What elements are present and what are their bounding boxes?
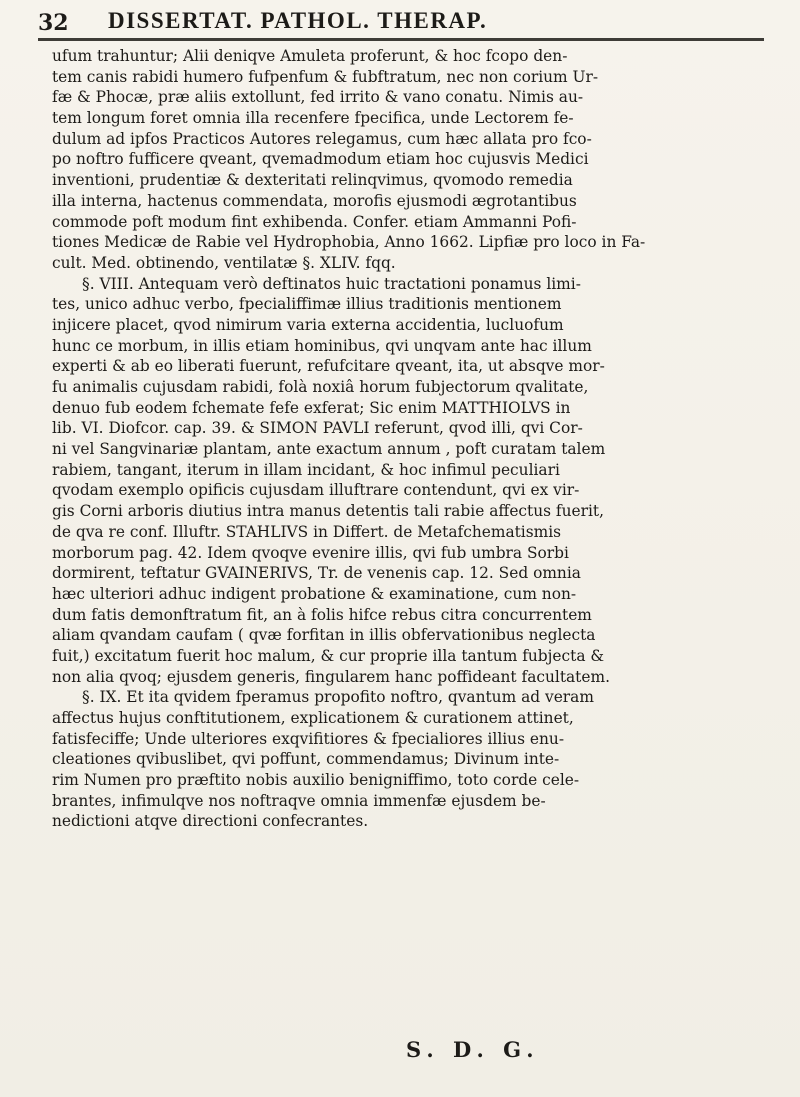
text-line: dulum ad ipfos Practicos Autores relegamus, cum hæc allata pro fco- (52, 129, 592, 148)
text-line: nedictioni atqve directioni confecrantes. (52, 812, 369, 831)
text-line: injicere placet, qvod nimirum varia externa accidentia, lucluofum (52, 315, 564, 334)
text-line: fatisfeciffe; Unde ulteriores exqvifitiores & fpecialiores illius enu- (52, 729, 565, 748)
text-line: commode poft modum fint exhibenda. Confer. etiam Ammanni Pofi- (52, 212, 577, 231)
text-line: non alia qvoq; ejusdem generis, fingularem hanc poffideant facultatem. (52, 667, 610, 686)
text-line: rim Numen pro præftito nobis auxilio benigniffimo, toto corde cele- (52, 771, 580, 790)
text-line: ni vel Sangvinariæ plantam, ante exactum annum , poft curatam talem (52, 440, 606, 459)
text-line: gis Corni arboris diutius intra manus detentis tali rabie affectus fuerit, (52, 502, 605, 521)
text-line: dormirent, teftatur GVAINERIVS, Tr. de venenis cap. 12. Sed omnia (52, 564, 581, 583)
page-number: 32 (38, 10, 69, 36)
text-line: rabiem, tangant, iterum in illam incidant, & hoc infimul peculiari (52, 460, 560, 479)
running-header (38, 6, 760, 36)
text-line: tem longum foret omnia illa recenfere fpecifica, unde Lectorem fe- (52, 109, 574, 128)
text-line: tes, unico adhuc verbo, fpecialiffimæ illius traditionis mentionem (52, 295, 562, 314)
text-line: fuit,) excitatum fuerit hoc malum, & cur proprie illa tantum fubjecta & (52, 646, 605, 665)
text-line: brantes, infimulqve nos noftraqve omnia immenfæ ejusdem be- (52, 791, 546, 810)
text-line: denuo fub eodem fchemate fefe exferat; Sic enim MATTHIOLVS in (52, 398, 571, 417)
text-line: morborum pag. 42. Idem qvoqve evenire illis, qvi fub umbra Sorbi (52, 543, 569, 562)
text-line: experti & ab eo liberati fuerunt, refufcitare qveant, ita, ut absqve mor- (52, 357, 605, 376)
text-line: illa interna, hactenus commendata, morofis ejusmodi ægrotantibus (52, 191, 577, 210)
running-title: DISSERTAT. PATHOL. THERAP. (108, 8, 488, 33)
text-line: §. VIII. Antequam verò deftinatos huic tractationi ponamus limi- (82, 274, 581, 293)
text-line: affectus hujus conftitutionem, explicationem & curationem attinet, (52, 709, 574, 727)
text-line: fæ & Phocæ, præ aliis extollunt, fed irrito & vano conatu. Nimis au- (52, 88, 584, 107)
closing-signature: S. D. G. (406, 1037, 540, 1062)
text-line: hæc ulteriori adhuc indigent probatione & examinatione, cum non- (52, 584, 577, 603)
text-line: tiones Medicæ de Rabie vel Hydrophobia, Anno 1662. Lipfiæ pro loco in Fa- (52, 233, 646, 252)
text-body (52, 46, 768, 832)
text-line: aliam qvandam caufam ( qvæ forfitan in illis obfervationibus neglecta (52, 626, 596, 645)
text-line: ufum trahuntur; Alii deniqve Amuleta proferunt, & hoc fcopo den- (52, 47, 568, 65)
text-line: fu animalis cujusdam rabidi, folà noxiâ horum fubjectorum qvalitate, (52, 378, 589, 396)
text-line: hunc ce morbum, in illis etiam hominibus, qvi unqvam ante hac illum (52, 336, 592, 355)
text-line: dum fatis demonftratum fit, an à folis hifce rebus citra concurrentem (52, 605, 592, 624)
text-line: de qva re conf. Illuftr. STAHLIVS in Differt. de Metafchematismis (52, 522, 562, 541)
text-line: lib. VI. Diofcor. cap. 39. & SIMON PAVLI referunt, qvod illi, qvi Cor- (52, 419, 583, 438)
text-line: po noftro fufficere qveant, qvemadmodum etiam hoc cujusvis Medici (52, 150, 589, 169)
text-line: inventioni, prudentiæ & dexteritati relinqvimus, qvomodo remedia (52, 171, 573, 190)
text-line: cleationes qvibuslibet, qvi poffunt, commendamus; Divinum inte- (52, 750, 560, 769)
text-line: cult. Med. obtinendo, ventilatæ §. XLIV. fqq. (52, 253, 396, 272)
text-line: §. IX. Et ita qvidem fperamus propofito noftro, qvantum ad veram (82, 688, 594, 707)
text-line: qvodam exemplo opificis cujusdam illuftrare contendunt, qvi ex vir- (52, 481, 580, 500)
header-rule (38, 38, 764, 41)
text-line: tem canis rabidi humero fufpenfum & fubftratum, nec non corium Ur- (52, 67, 599, 86)
